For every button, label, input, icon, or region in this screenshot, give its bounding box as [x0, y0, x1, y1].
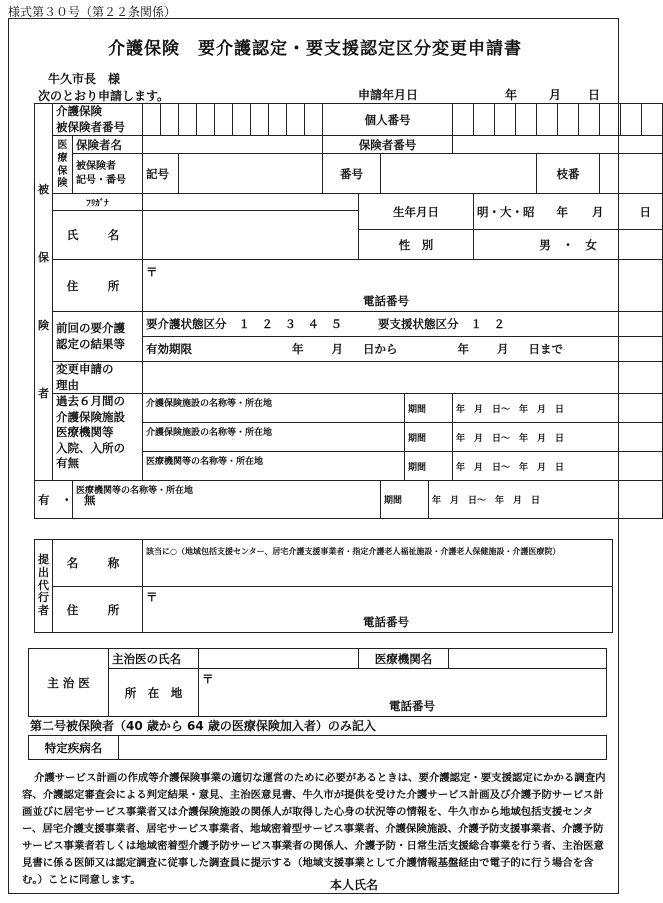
- period-range[interactable]: 年 月 日～ 年 月 日: [453, 394, 663, 423]
- insured-number-label: 介護保険 被保険者番号: [53, 104, 143, 136]
- number-digit[interactable]: [197, 104, 215, 136]
- period-label: 期間: [405, 423, 453, 452]
- page-title: 介護保険 要介護認定・要支援認定区分変更申請書: [108, 39, 522, 59]
- yes-no-options[interactable]: 有 ・ 無: [35, 481, 73, 519]
- disease-label: 特定疾病名: [29, 736, 119, 760]
- medical-insurance-label: 医 療 保 険: [53, 136, 73, 194]
- insured-section-label: 被 保 険 者: [35, 104, 53, 481]
- agent-phone-label: 電話番号: [363, 615, 409, 629]
- number-digit[interactable]: [269, 104, 287, 136]
- agent-name-note: 該当に○（地域包括支援センター、居宅介護支援事業者・指定介護老人福祉施設・介護老人保健施設・介護医療院）: [146, 547, 561, 556]
- personal-number-label: 個人番号: [323, 104, 453, 136]
- valid-to-year: 年: [457, 342, 469, 357]
- edaban-label: 枝番: [537, 154, 600, 194]
- sex-options[interactable]: 男 ・ 女: [474, 230, 663, 260]
- number-digit[interactable]: [233, 104, 251, 136]
- doctor-table: [28, 648, 607, 717]
- doctor-address-label: 所 在 地: [109, 669, 199, 717]
- era-options[interactable]: 明・大・昭: [477, 204, 535, 219]
- doctor-name-label: 主治医の氏名: [109, 649, 199, 669]
- valid-from-year: 年: [292, 342, 304, 357]
- birth-field[interactable]: [474, 194, 663, 230]
- medical-name-field-1[interactable]: 医療機関等の名称等・所在地: [143, 452, 405, 481]
- valid-period-row[interactable]: [143, 337, 663, 362]
- second-insured-note: 第二号被保険者（40 歳から 64 歳の医療保険加入者）のみ記入: [30, 719, 376, 733]
- sex-label: 性 別: [359, 230, 474, 260]
- personal-digit[interactable]: [579, 104, 600, 136]
- care-level-label: 要介護状態区分: [146, 317, 227, 332]
- app-date-month: 月: [549, 88, 562, 102]
- bangou-field[interactable]: [381, 154, 537, 194]
- doctor-section-label: 主 治 医: [29, 649, 109, 717]
- personal-digit[interactable]: [537, 104, 558, 136]
- agent-address-label: 住 所: [53, 587, 143, 633]
- valid-to-month: 月: [497, 342, 509, 357]
- insurer-number-label: 保険者番号: [323, 136, 453, 154]
- doctor-address-field[interactable]: [199, 669, 607, 717]
- disease-table: [28, 735, 607, 760]
- postal-mark: 〒: [146, 265, 158, 280]
- furigana-field[interactable]: [143, 194, 359, 211]
- period-range[interactable]: 年 月 日～ 年 月 日: [429, 481, 663, 519]
- number-digit[interactable]: [215, 104, 233, 136]
- support-level-label: 要支援状態区分: [378, 317, 459, 332]
- period-range[interactable]: 年 月 日～ 年 月 日: [453, 452, 663, 481]
- valid-to-label: 日まで: [528, 342, 563, 357]
- personal-digit[interactable]: [495, 104, 516, 136]
- agent-address-field[interactable]: [143, 587, 613, 633]
- agent-name-field[interactable]: [143, 540, 613, 587]
- medical-name-field-2[interactable]: 医療機関等の名称等・所在地: [73, 481, 381, 519]
- doctor-postal-mark: 〒: [202, 672, 214, 686]
- application-date-label: 申請年月日: [358, 88, 419, 102]
- institution-label: 医療機関名: [359, 649, 449, 669]
- institution-field[interactable]: [449, 649, 607, 669]
- consent-text: 介護サービス計画の作成等介護保険事業の適切な運営のために必要があるときは、要介護認定・要支援認定にかかる調査内容、介護認定審査会による判定結果・意見、主治医意見書、牛久市が提供を受けた介護サービス計画及び介護予防サービス計画並びに居宅サービス事業者又は介護保険施設の関係人が取得した心身の状況等の情報を、牛久市から地域包括支援センター、居宅介護支援事業者、居宅サービス事業者、地域密着型サービス事業者、介護保険施設、介護予防支援事業者、介護予防サービス事業者若しくは地域密着型介護予防サービス事業者の関係人、介護予防・日常生活支援総合事業を行う者、主治医意見書に係る医師又は認定調査に従事した調査員に提示する（地域支援事業として介護情報基盤経由で電子的に行う場合を含む。）ことに同意します。: [22, 772, 606, 886]
- edaban-field[interactable]: [600, 154, 663, 194]
- personal-digit[interactable]: [621, 104, 642, 136]
- bangou-label: 番号: [323, 154, 381, 194]
- address-label: 住 所: [53, 260, 143, 312]
- valid-from-month: 月: [331, 342, 343, 357]
- personal-digit[interactable]: [516, 104, 537, 136]
- prev-result-label: 前回の要介護 認定の結果等: [53, 312, 143, 362]
- facility-name-field-1[interactable]: 介護保険施設の名称等・所在地: [143, 394, 405, 423]
- care-level-row[interactable]: [143, 312, 663, 337]
- number-digit[interactable]: [287, 104, 305, 136]
- valid-from-label: 日から: [363, 342, 398, 357]
- intro-text: 次のとおり申請します。: [38, 89, 170, 103]
- personal-digit[interactable]: [600, 104, 621, 136]
- phone-label: 電話番号: [363, 294, 409, 309]
- agent-section-label: 提 出 代 行 者: [35, 540, 53, 633]
- agent-table: [34, 539, 613, 633]
- reason-label: 変更申請の 理由: [53, 362, 143, 394]
- reason-field[interactable]: [143, 362, 663, 394]
- number-digit[interactable]: [161, 104, 179, 136]
- insured-table: [34, 103, 663, 519]
- doctor-name-field[interactable]: [199, 649, 359, 669]
- number-digit[interactable]: [251, 104, 269, 136]
- birth-month: 月: [592, 204, 604, 219]
- kigou-label: 記号: [143, 154, 179, 194]
- addressee: 牛久市長 様: [48, 72, 121, 86]
- personal-digit[interactable]: [474, 104, 495, 136]
- valid-label: 有効期限: [146, 342, 192, 357]
- disease-field[interactable]: [119, 736, 607, 760]
- period-label: 期間: [405, 452, 453, 481]
- personal-digit[interactable]: [642, 104, 663, 136]
- name-label: 氏 名: [53, 211, 143, 260]
- period-label: 期間: [381, 481, 429, 519]
- number-digit[interactable]: [143, 104, 161, 136]
- insured-code-label: 被保険者 記号・番号: [73, 154, 143, 194]
- address-field[interactable]: [143, 260, 663, 312]
- furigana-label: ﾌﾘｶﾞﾅ: [53, 194, 143, 211]
- birth-day: 日: [639, 204, 652, 219]
- agent-postal-mark: 〒: [146, 590, 158, 604]
- app-date-day: 日: [588, 88, 601, 102]
- insurer-name-field[interactable]: [143, 136, 323, 154]
- insurer-name-label: 保険者名: [73, 136, 143, 154]
- kigou-field[interactable]: [179, 154, 323, 194]
- app-date-year: 年: [505, 88, 518, 102]
- insurer-number-field[interactable]: [453, 136, 663, 154]
- personal-digit[interactable]: [558, 104, 579, 136]
- birth-year: 年: [556, 204, 569, 219]
- period-label: 期間: [405, 394, 453, 423]
- facility-name-field-2[interactable]: 介護保険施設の名称等・所在地: [143, 423, 405, 452]
- number-digit[interactable]: [179, 104, 197, 136]
- signature-label: 本人氏名: [330, 878, 379, 892]
- period-range[interactable]: 年 月 日～ 年 月 日: [453, 423, 663, 452]
- birth-label: 生年月日: [359, 194, 474, 230]
- personal-digit[interactable]: [453, 104, 474, 136]
- care-levels[interactable]: １ ２ ３ ４ ５: [238, 317, 342, 332]
- history-label: 過去６月間の 介護保険施設 医療機関等 入院、入所の 有無: [53, 394, 143, 481]
- support-levels[interactable]: １ ２: [470, 317, 505, 332]
- form-id: 様式第３０号（第２２条関係）: [8, 5, 177, 19]
- doctor-phone-label: 電話番号: [389, 699, 435, 713]
- number-digit[interactable]: [305, 104, 323, 136]
- name-field[interactable]: [143, 211, 359, 260]
- agent-name-label: 名 称: [53, 540, 143, 587]
